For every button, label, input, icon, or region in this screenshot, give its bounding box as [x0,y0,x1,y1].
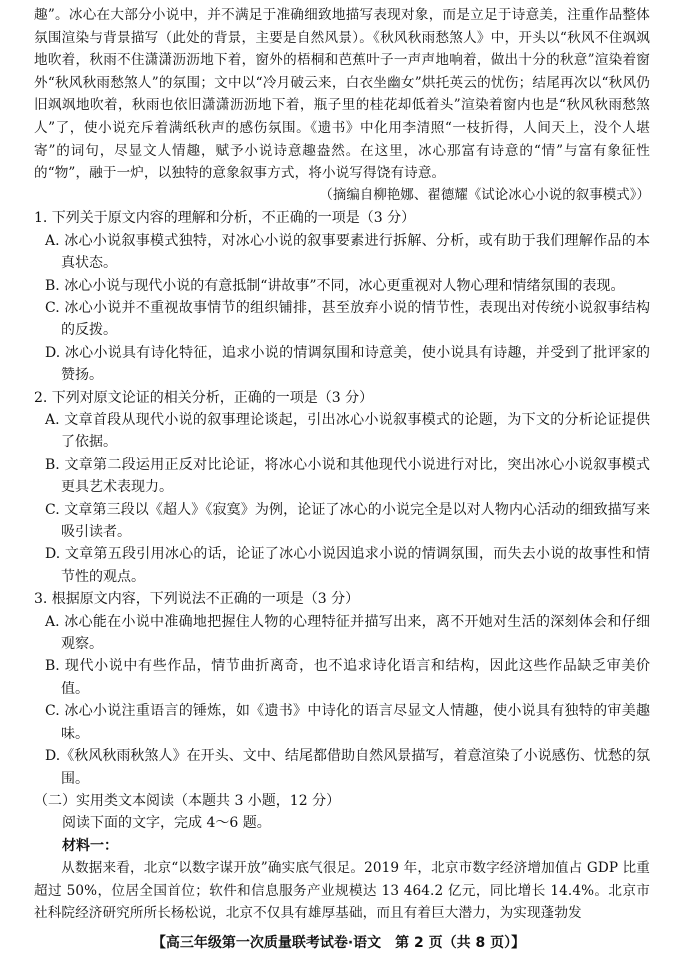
option-d: D. 冰心小说具有诗化特征，追求小说的情调氛围和诗意美，使小说具有诗趣，并受到了批评家的赞扬。 [45,344,650,384]
question-1 [34,207,650,386]
option-a: A. 冰心小说叙事模式独特，对冰心小说的叙事要素进行拆解、分析，或有助于我们理解作品的本真状态。 [45,232,650,272]
option-c: C. 冰心小说注重语言的锤炼，如《遗书》中诗化的语言尽显文人情趣，使小说具有独特的审美趣味。 [45,703,650,742]
option-c: C. 文章第三段以《超人》《寂寞》为例，论证了冰心的小说完全是以对人物内心活动的细致描写来吸引读者。 [45,501,650,541]
passage-source: （摘编自柳艳娜、翟德耀《试论冰心小说的叙事模式》） [319,187,650,203]
material-text: 从数据来看，北京“以数字谋开放”确实底气很足。2019 年，北京市数字经济增加值占 GDP 比重超过 50%，位居全国首位；软件和信息服务产业规模达 13 464.2 亿元，同比增长 14.4%。北京市社科院经济研究所所长杨松说，北京不仅具有雄厚基础，而且有着巨大潜力，为实现蓬勃发 [34,860,650,922]
option-d: D. 文章第五段引用冰心的话，论证了冰心小说因追求小说的情调氛围，而失去小说的故事性和情节性的观点。 [45,546,650,585]
option-b: B. 冰心小说与现代小说的有意抵制“讲故事”不同，冰心更重视对人物心理和情绪氛围的表现。 [45,277,625,294]
material-label: 材料一： [62,837,118,854]
exam-page [34,4,650,924]
question-3 [34,588,650,790]
option-a: A. 文章首段从现代小说的叙事理论谈起，引出冰心小说叙事模式的论题，为下文的分析论证提供了依据。 [45,412,650,451]
option-d: D.《秋风秋雨秋煞人》在开头、文中、结尾都借助自然风景描写，着意渲染了小说感伤、忧愁的氛围。 [45,748,650,787]
question-stem: 3. 根据原文内容，下列说法不正确的一项是（3 分） [34,591,360,608]
question-2 [34,387,650,589]
section-title: （二）实用类文本阅读（本题共 3 小题，12 分） [34,792,341,809]
option-c: C. 冰心小说并不重视故事情节的组织铺排，甚至放弃小说的情节性，表现出对传统小说叙事结构的反拨。 [45,299,650,339]
page-footer: 【高三年级第一次质量联考试卷·语文 第 2 页（共 8 页）】 [151,935,526,951]
question-stem: 2. 下列对原文论证的相关分析，正确的一项是（3 分） [34,389,374,406]
question-stem: 1. 下列关于原文内容的理解和分析，不正确的一项是（3 分） [34,210,416,227]
option-b: B. 文章第二段运用正反对比论证，将冰心小说和其他现代小说进行对比，突出冰心小说叙事模式更具艺术表现力。 [45,456,650,496]
section-instruction: 阅读下面的文字，完成 4～6 题。 [62,815,271,832]
option-a: A. 冰心能在小说中准确地把握住人物的心理特征并描写出来，离不开她对生活的深刻体会和仔细观察。 [45,613,650,653]
passage-paragraph: 趣”。冰心在大部分小说中，并不满足于准确细致地描写表现对象，而是立足于诗意美，注重作品整体氛围渲染与背景描写（此处的背景，主要是自然风景）。《秋风秋雨愁煞人》中，开头以“秋风不住飒飒地吹着，秋雨不住潇潇沥沥地下着，窗外的梧桐和芭蕉叶子一声声地响着，做出十分的秋意”渲染着窗外“秋风秋雨愁煞人”的氛围；文中以“冷月破云来，白衣坐幽女”烘托英云的忧伤；结尾再次以“秋风仍旧飒飒地吹着，秋雨也依旧潇潇沥沥地下着，瓶子里的桂花却低着头”渲染着窗内也是“秋风秋雨愁煞人”了，使小说充斥着满纸秋声的感伤氛围。《遗书》中化用李清照“一枝折得，人间天上，没个人堪寄”的词句，尽显文人情趣，赋予小说诗意趣盎然。在这里，冰心那富有诗意的“情”与富有象征性的“物”，融于一炉，以独特的意象叙事方式，将小说写得饶有诗意。 [34,7,650,182]
option-b: B. 现代小说中有些作品，情节曲折离奇，也不追求诗化语言和结构，因此这些作品缺乏审美价值。 [45,658,650,697]
